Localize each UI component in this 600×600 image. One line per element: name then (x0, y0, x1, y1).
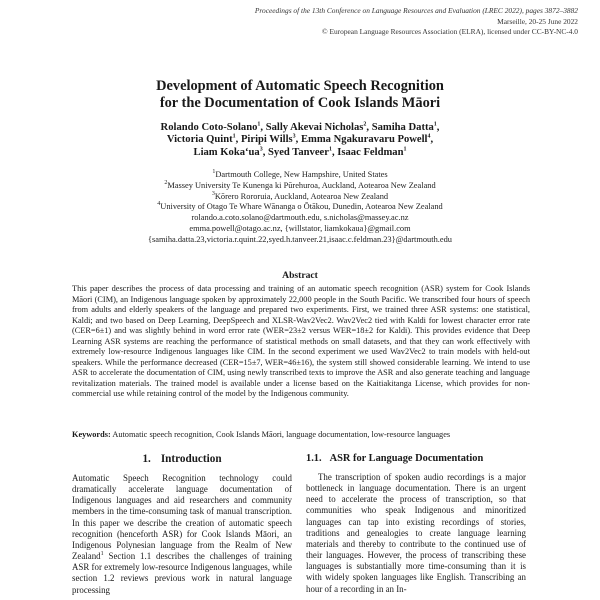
author-separator: , (262, 146, 269, 158)
section-number: 1. (142, 453, 151, 465)
conference-location: Marseille, 20-25 June 2022 (497, 16, 578, 26)
affiliation-text: University of Otago Te Whare Wānanga o Ōtākou, Dunedin, Aotearoa New Zealand (160, 202, 443, 212)
affiliation-text: Kōrero Rororuia, Auckland, Aotearoa New Zealand (214, 191, 389, 201)
left-column (72, 452, 292, 596)
paragraph-text: Section 1.1 describes the challenges of training ASR for extremely low-resource Indigenous languages, while section 1.2 reviews previous work in natural language processing (72, 551, 292, 595)
author-name: Syed Tanveer (268, 146, 329, 158)
right-column (306, 452, 526, 595)
copyright-notice: © European Language Resources Association (ELRA), licensed under CC-BY-NC-4.0 (321, 27, 578, 36)
author-affil-mark: 1 (328, 146, 332, 153)
author-affil-mark: 1 (433, 121, 437, 128)
conference-info: Proceedings of the 13th Conference on Language Resources and Evaluation (LREC 2022), pages 3872–3882 (254, 6, 578, 15)
author-line (0, 134, 600, 146)
author-affil-mark: 1 (257, 121, 261, 128)
author-separator: , (295, 134, 301, 146)
abstract-body: This paper describes the process of data processing and training of an automatic speech recognition (ASR) system for Cook Islands Māori (CIM), an Indigenous language spoken by approximately 22,000 people in the South Pacific. We transcribed four hours of speech from adults and elderly speakers of the language and prepared two experiments. First, we trained three ASR systems: one statistical, Kaldi; and two based on Deep Learning, DeepSpeech and XLSR-Wav2Vec2. Wav2Vec2 tied with Kaldi for lowest character error rate (CER=6±1) and was slightly behind in word error rate (WER=23±2 versus WER=18±2 for Kaldi). This provides evidence that Deep Learning ASR systems are reaching the performance of statistical methods on small datasets, and that they can work effectively with extremely low-resource Indigenous languages like CIM. In the second experiment we used Wav2Vec2 to train models with held-out speakers. While the performance decreased (CER=15±7, WER=46±16), the system still showed considerable learning. We intend to use ASR to accelerate the documentation of CIM, using newly transcribed texts to improve the ASR and also generate teaching and language revitalization materials. The trained model is available under a license based on the Kaitiakitanga License, which provides for non-commercial use while retaining control of the model by the Indigenous community. (72, 284, 530, 399)
author-line (0, 147, 600, 159)
author-separator: , (235, 134, 241, 146)
author-affil-mark: 1 (232, 133, 236, 140)
keywords-text: Automatic speech recognition, Cook Islands Māori, language documentation, low-resource languages (112, 430, 451, 439)
affiliation-item (0, 202, 600, 213)
affiliation-item (0, 170, 600, 181)
email-line: emma.powell@otago.ac.nz, {willstator, liamkokaua}@gmail.com (189, 223, 411, 233)
author-affil-mark: 2 (363, 121, 367, 128)
affiliation-mark: 1 (212, 169, 216, 176)
author-line (0, 122, 600, 134)
affiliation-item (0, 181, 600, 192)
affiliations (0, 170, 600, 246)
author-separator: , (260, 122, 266, 133)
subsection-number: 1.1. (306, 453, 322, 464)
email-line: rolando.a.coto.solano@dartmouth.edu, s.nicholas@massey.ac.nz (191, 213, 409, 223)
affiliation-item (0, 192, 600, 203)
author-affil-mark: 3 (259, 146, 263, 153)
paragraph-text: Automatic Speech Recognition technology could dramatically accelerate language documentation of Indigenous languages and aid researchers and community members in the time-consuming task of manual transcription. In this paper we describe the creation of automatic speech recognition (henceforth ASR) for Cook Islands Māori, an Indigenous Polynesian language from the Realm of New Zealand (72, 473, 292, 562)
author-name: Victoria Quint (166, 134, 233, 146)
title-line-2: for the Documentation of Cook Islands Māori (159, 95, 441, 111)
author-affil-mark: 4 (427, 133, 431, 140)
author-name: Emma Ngakuravaru Powell (300, 134, 428, 146)
abstract-heading: Abstract (282, 270, 318, 281)
footnote-mark[interactable]: 1 (100, 551, 104, 558)
author-name: Samiha Datta (371, 122, 434, 133)
subsection-heading (306, 452, 526, 466)
author-name: Isaac Feldman (337, 146, 404, 158)
affiliation-mark: 4 (157, 201, 161, 208)
keywords (72, 430, 530, 441)
author-separator: , (366, 122, 372, 133)
affiliation-mark: 3 (211, 190, 215, 197)
author-separator: , (331, 146, 338, 158)
affiliation-text: Dartmouth College, New Hampshire, United States (215, 170, 388, 179)
email-line: {samiha.datta.23,victoria.r.quint.22,syed.h.tanveer.21,isaac.c.feldman.23}@dartmouth.edu (148, 234, 452, 244)
keywords-label: Keywords: (72, 430, 111, 439)
page-header (255, 6, 578, 38)
affiliation-mark: 2 (164, 180, 168, 186)
section-heading (72, 452, 292, 466)
paper-title (0, 78, 600, 112)
author-name: Liam Koka‘ua (193, 146, 260, 158)
asr-documentation-paragraph: The transcription of spoken audio recordings is a major bottleneck in language documentation. There is an urgent need to accelerate the process of transcription, so that communities who speak Indigenous and minoritized languages can tap into existing recordings of stories, traditions and genealogies to create language learning materials and thereby to contribute to the continued use of their languages. However, the process of transcribing these languages is substantially more time-consuming than it is with widely spoken languages like English. Transcribing an hour of a recording in an In- (306, 472, 526, 594)
author-name: Rolando Coto-Solano (160, 122, 258, 133)
introduction-paragraph (72, 473, 292, 596)
author-separator: , (430, 134, 434, 146)
author-list (0, 122, 600, 159)
affiliation-text: Massey University Te Kunenga ki Pūrehuroa, Auckland, Aotearoa New Zealand (167, 180, 436, 190)
title-line-1: Development of Automatic Speech Recognition (156, 78, 444, 94)
author-name: Piripi Wills (240, 134, 293, 146)
section-title: Introduction (160, 453, 222, 465)
subsection-title: ASR for Language Documentation (329, 453, 484, 464)
author-affil-mark: 3 (292, 133, 296, 140)
author-separator: , (436, 122, 440, 133)
author-affil-mark: 1 (403, 146, 407, 153)
author-name: Sally Akevai Nicholas (265, 122, 364, 133)
